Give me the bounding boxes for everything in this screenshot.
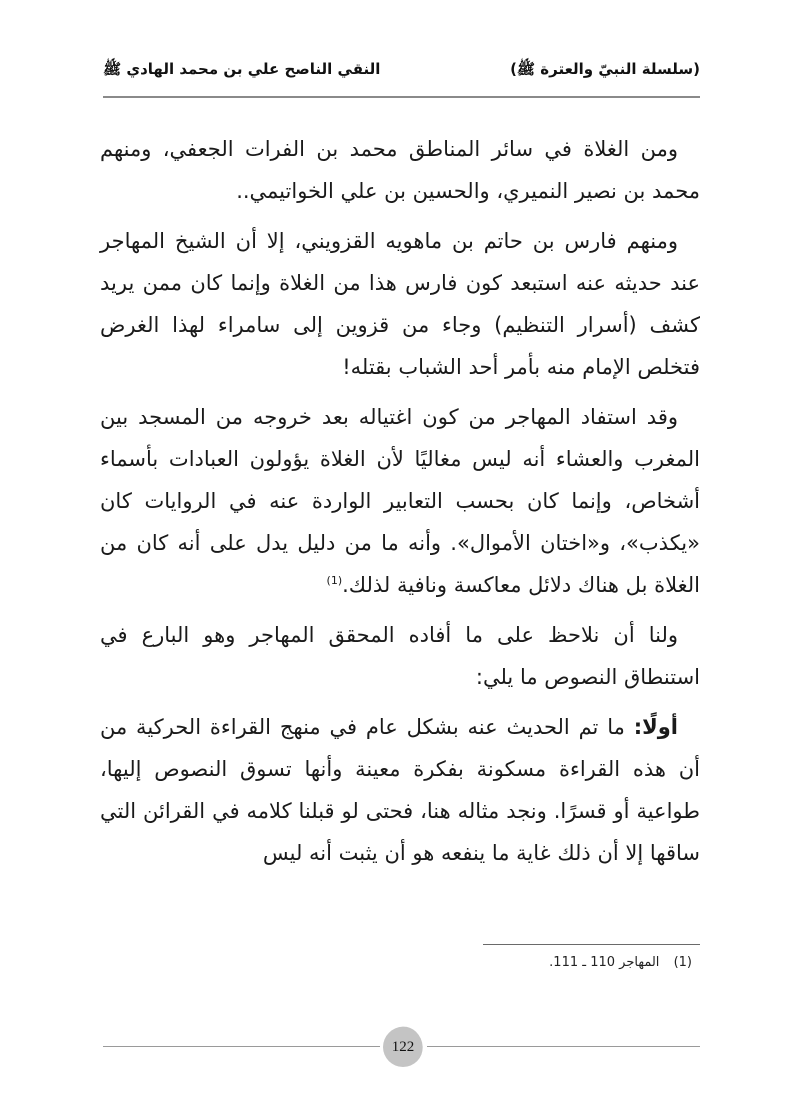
paragraph-text: ومنهم فارس بن حاتم بن ماهويه القزويني، إلا أن الشيخ المهاجر عند حديثه عنه استبعد كون فارس هذا من الغلاة وإنما كان ممن يريد كشف (أسرار التنظيم) وجاء من قزوين إلى سامراء لهذا الغرض فتخلص الإمام منه بأمر أحد الشباب بقتله! bbox=[100, 229, 700, 379]
paragraph bbox=[100, 220, 700, 388]
paragraph bbox=[100, 396, 700, 606]
running-header bbox=[103, 55, 700, 87]
book-title: النقي الناصح علي بن محمد الهادي ﷺ bbox=[103, 60, 381, 78]
footnote-reference[interactable]: (1) bbox=[326, 574, 343, 587]
paragraph bbox=[100, 706, 700, 874]
page-footer bbox=[103, 1025, 700, 1065]
footnote-number: (1) bbox=[673, 955, 692, 970]
paragraph-text: ومن الغلاة في سائر المناطق محمد بن الفرات الجعفي، ومنهم محمد بن نصير النميري، والحسين بن علي الخواتيمي.. bbox=[100, 137, 700, 203]
footer-rule-left bbox=[103, 1046, 380, 1047]
footnote bbox=[420, 955, 692, 970]
series-title: (سلسلة النبيّ والعترة ﷺ) bbox=[510, 60, 700, 78]
paragraph bbox=[100, 128, 700, 212]
paragraph-lead: أولًا: bbox=[633, 715, 678, 739]
footer-rule-right bbox=[427, 1046, 700, 1047]
body-text bbox=[100, 128, 700, 882]
header-divider bbox=[103, 96, 700, 98]
paragraph-text: وقد استفاد المهاجر من كون اغتياله بعد خروجه من المسجد بين المغرب والعشاء أنه ليس مغاليًا لأن الغلاة يؤولون العبادات بأسماء أشخاص، وإنما كان بحسب التعابير الواردة عنه في الروايات كان «يكذب»، و«اختان الأموال». وأنه ما من دليل يدل على أنه كان من الغلاة بل هناك دلائل معاكسة ونافية لذلك. bbox=[100, 405, 700, 597]
paragraph bbox=[100, 614, 700, 698]
footnote-text: المهاجر 110 ـ 111. bbox=[549, 955, 660, 970]
paragraph-text: ولنا أن نلاحظ على ما أفاده المحقق المهاجر وهو البارع في استنطاق النصوص ما يلي: bbox=[100, 623, 700, 689]
footnote-divider bbox=[483, 944, 700, 945]
paragraph-text: ما تم الحديث عنه بشكل عام في منهج القراءة الحركية من أن هذه القراءة مسكونة بفكرة معينة وأنها تسوق النصوص إليها، طواعية أو قسرًا. ونجد مثاله هنا، فحتى لو قبلنا كلامه في القرائن التي ساقها إلا أن ذلك غاية ما ينفعه هو أن يثبت أنه ليس bbox=[100, 715, 700, 865]
page-number: 122 bbox=[391, 1039, 415, 1055]
